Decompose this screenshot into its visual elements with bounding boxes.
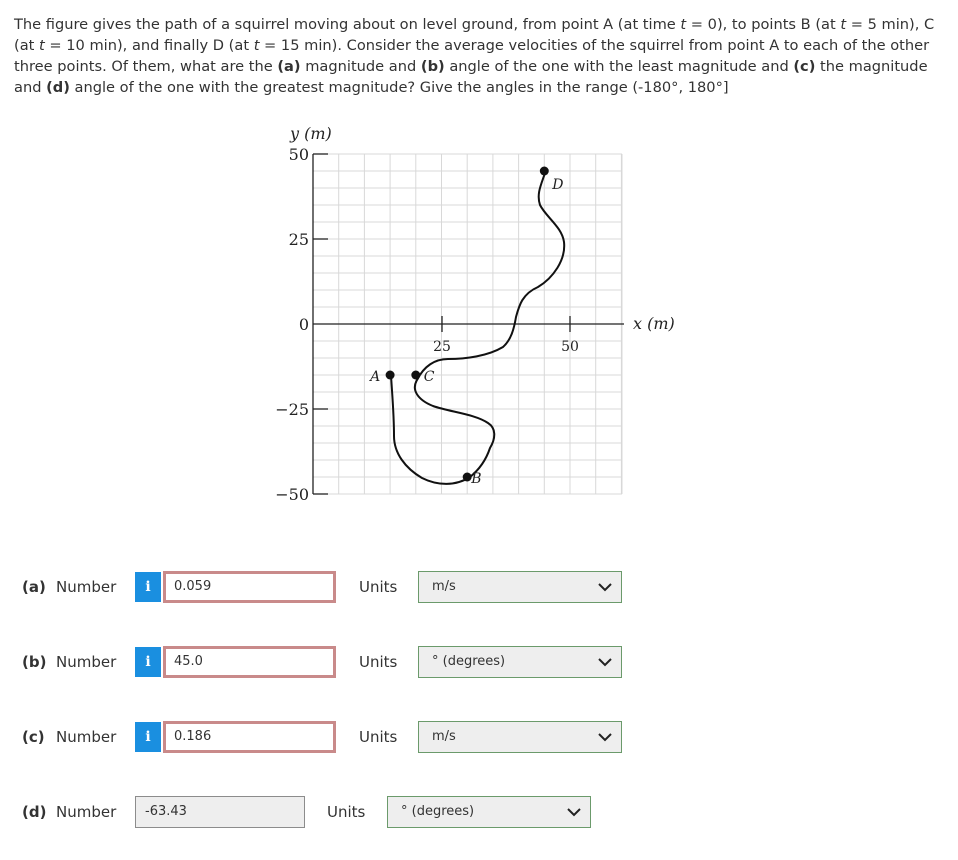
units-label: Units — [359, 728, 398, 746]
answer-row-a — [0, 571, 958, 605]
point-c-label: C — [423, 369, 435, 385]
units-select[interactable] — [387, 796, 591, 828]
number-input[interactable]: -63.43 — [135, 796, 305, 828]
info-icon[interactable]: i — [135, 722, 161, 752]
question-text — [14, 14, 944, 98]
answer-row-d — [0, 796, 958, 830]
question-part-label: (a) — [277, 58, 301, 75]
answer-part-label: (d) — [22, 803, 47, 821]
units-label: Units — [359, 578, 398, 596]
question-var: t — [253, 37, 260, 54]
units-select-value: m/s — [432, 729, 456, 744]
y-tick-label: 25 — [288, 230, 309, 249]
point-b-label: B — [471, 471, 482, 487]
units-select-value: m/s — [432, 579, 456, 594]
number-label: Number — [56, 728, 117, 746]
units-label: Units — [327, 803, 366, 821]
units-select-value: ° (degrees) — [432, 654, 506, 669]
chevron-down-icon — [597, 581, 613, 593]
number-label: Number — [56, 653, 117, 671]
question-part: the magnitude and — [14, 58, 928, 96]
question-part: angle of the one with the least magnitude and — [444, 58, 794, 75]
number-label: Number — [56, 578, 117, 596]
point-d-marker — [540, 167, 549, 176]
y-tick-label: −25 — [275, 400, 309, 419]
squirrel-path — [391, 170, 564, 484]
number-label: Number — [56, 803, 117, 821]
units-select[interactable] — [418, 571, 622, 603]
question-part-label: (d) — [46, 79, 70, 96]
chevron-down-icon — [566, 806, 582, 818]
question-part: angle of the one with the greatest magnitude? Give the angles in the range (-180°, 180°] — [69, 79, 729, 96]
question-var: t — [840, 16, 847, 33]
x-axis-label: x (m) — [633, 314, 675, 333]
answer-part-label: (c) — [22, 728, 45, 746]
number-input[interactable]: 0.186 — [163, 721, 336, 753]
point-a-label: A — [370, 369, 381, 385]
squirrel-path-figure — [270, 118, 710, 508]
y-tick-label: 50 — [288, 145, 309, 164]
units-select-value: ° (degrees) — [401, 804, 475, 819]
figure-points — [368, 167, 563, 488]
number-input[interactable]: 0.059 — [163, 571, 336, 603]
point-d-label: D — [552, 177, 564, 193]
info-icon[interactable]: i — [135, 572, 161, 602]
question-part-label: (c) — [793, 58, 816, 75]
chevron-down-icon — [597, 731, 613, 743]
chevron-down-icon — [597, 656, 613, 668]
question-part: = 5 min), C (at — [14, 16, 935, 54]
answer-row-b — [0, 646, 958, 680]
units-label: Units — [359, 653, 398, 671]
question-part: The figure gives the path of a squirrel moving about on level ground, from point A (at time — [14, 16, 681, 33]
question-part-label: (b) — [420, 58, 445, 75]
answer-part-label: (b) — [22, 653, 47, 671]
units-select[interactable] — [418, 646, 622, 678]
question-part: = 0), to points B (at — [686, 16, 841, 33]
y-axis-label: y (m) — [290, 124, 332, 143]
question-part: magnitude and — [300, 58, 421, 75]
info-icon[interactable]: i — [135, 647, 161, 677]
answer-part-label: (a) — [22, 578, 46, 596]
y-tick-label: 0 — [298, 315, 309, 334]
question-var: t — [680, 16, 687, 33]
number-input[interactable]: 45.0 — [163, 646, 336, 678]
question-part: = 15 min). Consider the average velocities of the squirrel from point A to each of the other three points. Of them, what are the — [14, 37, 930, 75]
units-select[interactable] — [418, 721, 622, 753]
question-var: t — [39, 37, 45, 54]
x-tick-label: 25 — [433, 339, 451, 355]
y-tick-label: −50 — [275, 485, 309, 504]
answer-row-c — [0, 721, 958, 755]
point-c-marker — [411, 371, 420, 380]
x-tick-label: 50 — [561, 339, 579, 355]
point-a-marker — [386, 371, 395, 380]
question-part: = 10 min), and finally D (at — [44, 37, 254, 54]
